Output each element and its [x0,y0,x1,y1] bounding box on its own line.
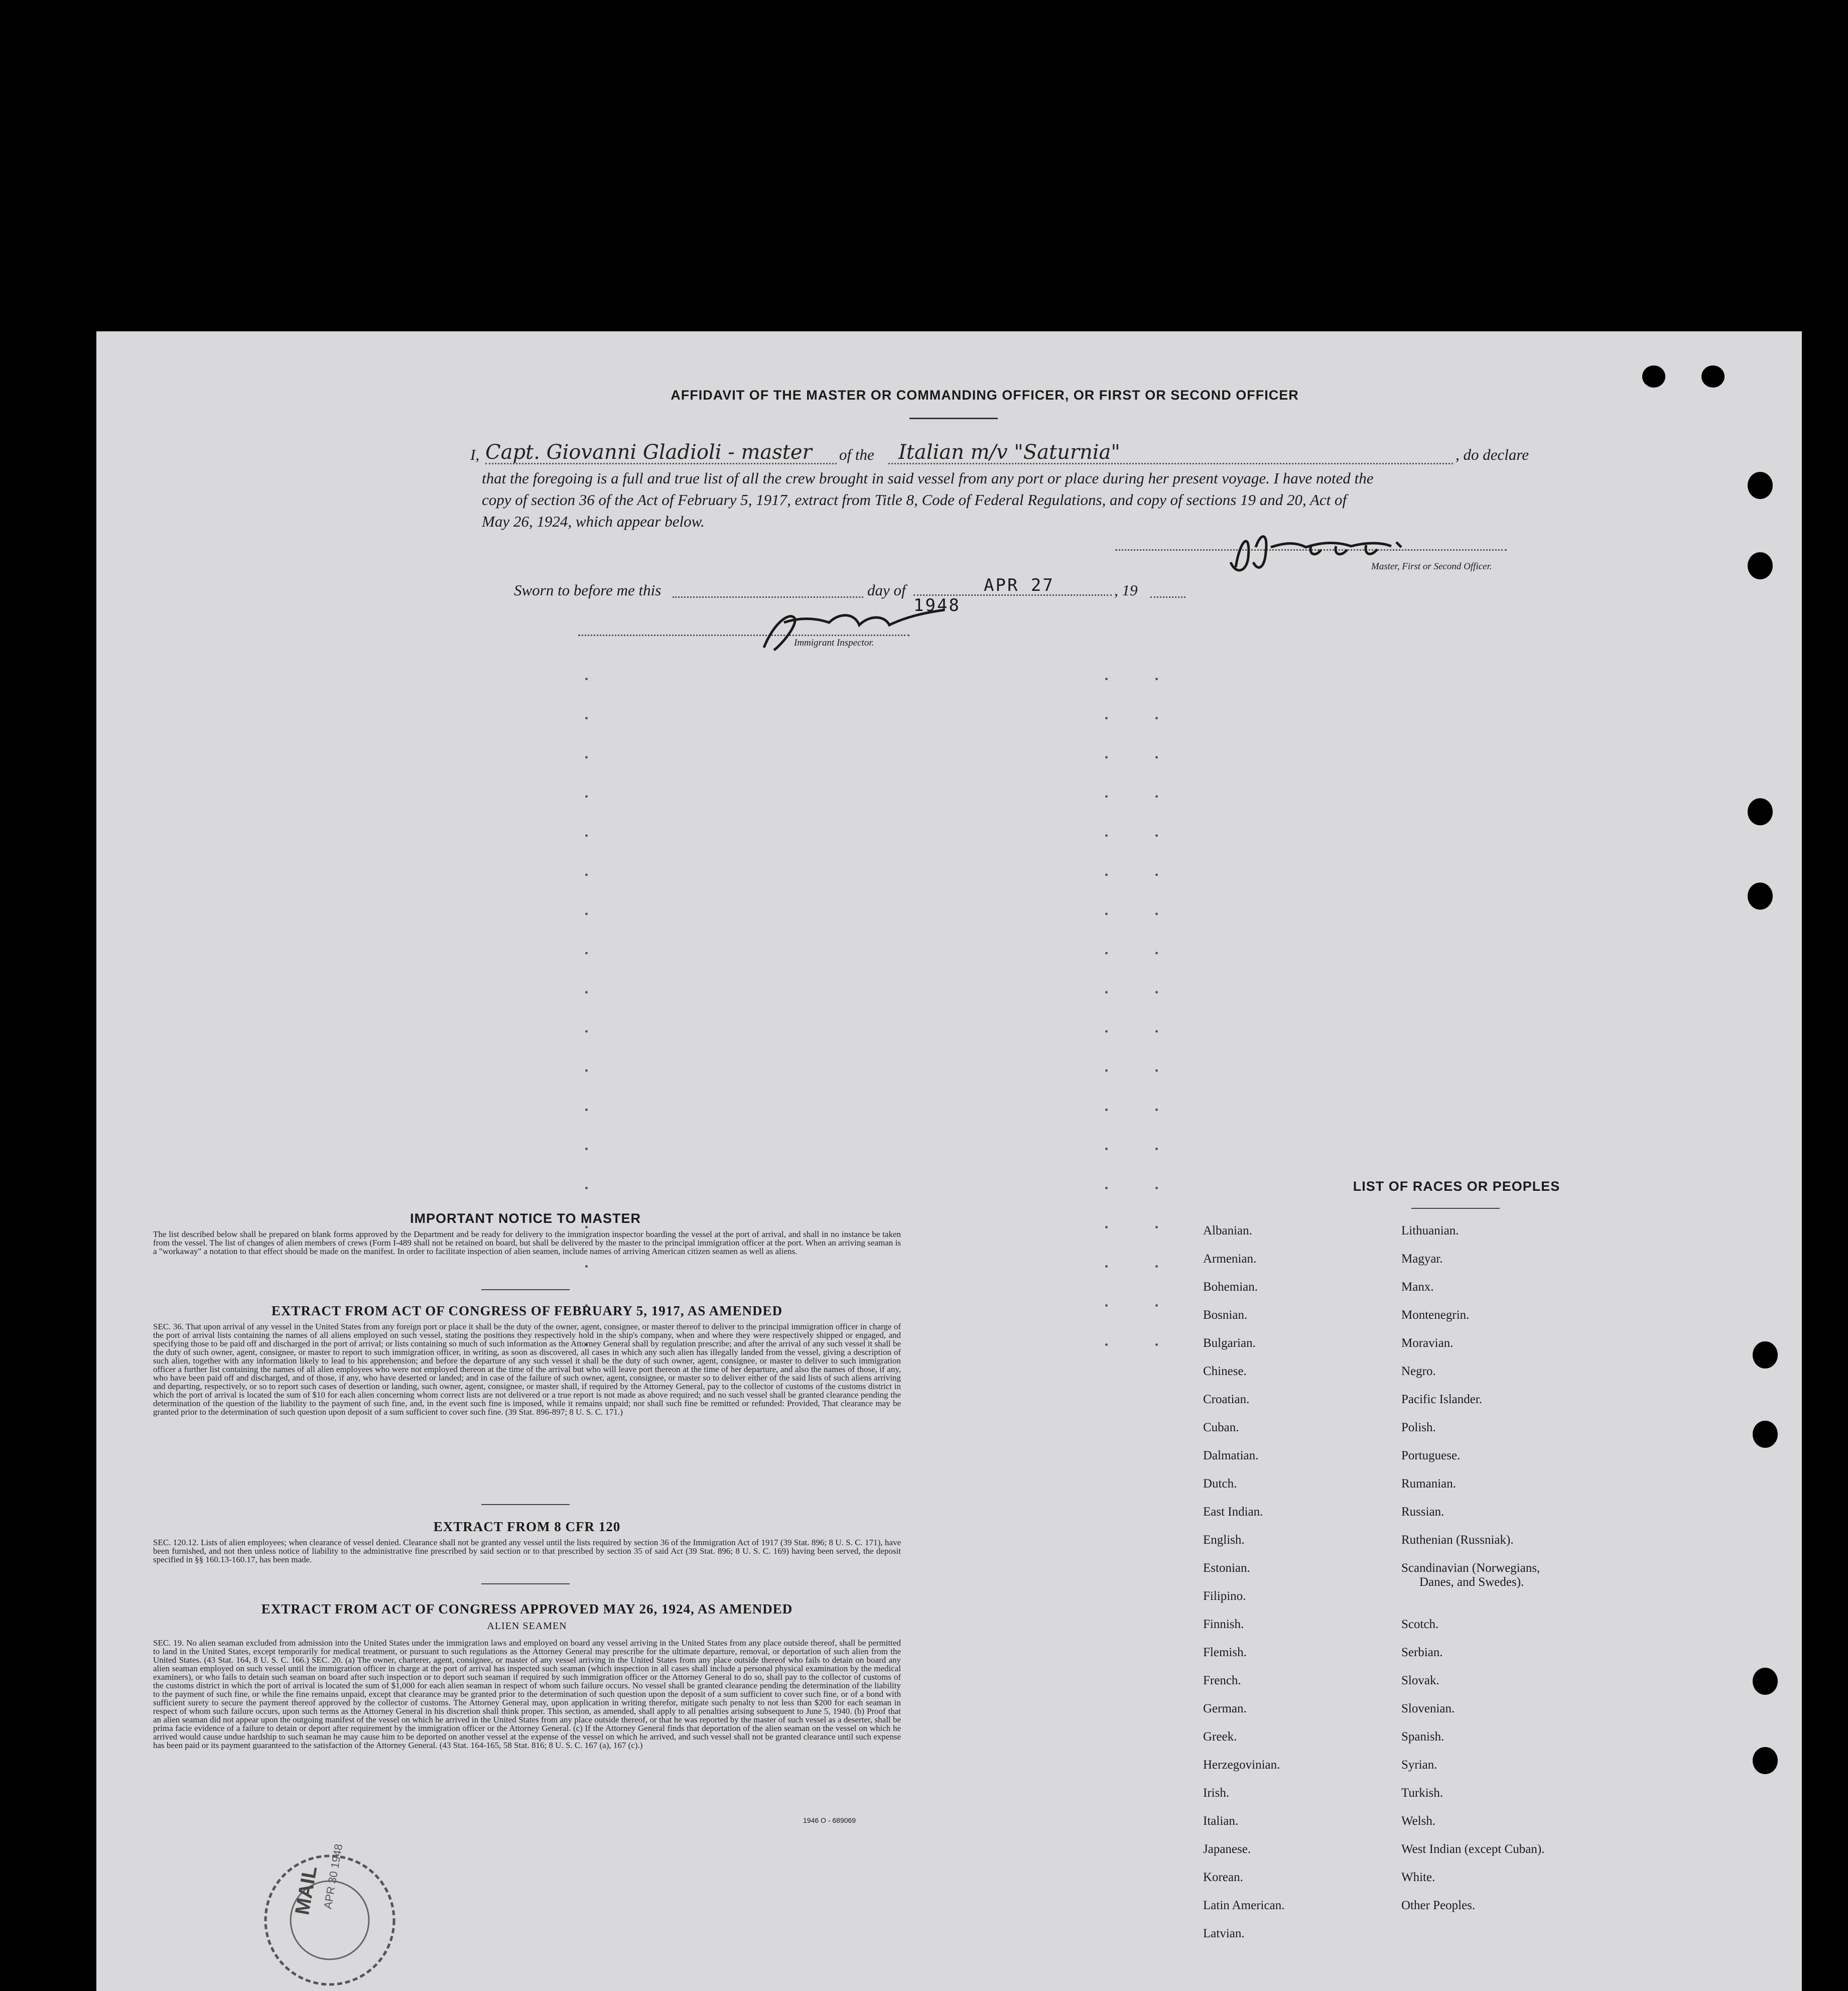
race-item: Scotch. [1401,1617,1439,1631]
race-item: Italian. [1203,1814,1239,1828]
ruling-dot [1155,756,1158,759]
race-item: Bohemian. [1203,1280,1258,1294]
race-item: Herzegovinian. [1203,1758,1280,1772]
ruling-dot [585,1187,588,1189]
sworn-prefix: Sworn to before me this [514,581,662,599]
ruling-dot [585,1265,588,1268]
ruling-dot [1155,1108,1158,1111]
ruling-dot [585,913,588,915]
race-item: French. [1203,1674,1241,1687]
extract-cfr-text: SEC. 120.12. Lists of alien employees; when clearance of vessel denied. Clearance shall not be granted any vessel until the lists required by section 36 of the Immigration Act of 1917 (39 Stat. 896; 8 U. S. C. 171), have been furnished, and not then unless notice of liability to the administrative fine prescribed by said section or to that prescribed by section 35 of said Act (39 Stat. 896; 8 U. S. C. 169) having been served, the deposit specified in §§ 160.13-160.17, has been made. [153,1538,901,1564]
race-item: Polish. [1401,1421,1436,1434]
race-item: Serbian. [1401,1646,1443,1659]
ruling-dot [1105,991,1108,993]
race-item: Montenegrin. [1401,1308,1470,1322]
race-item: Dalmatian. [1203,1449,1259,1462]
ruling-dot [1155,1069,1158,1072]
ruling-dot [1105,874,1108,876]
ruling-dot [1105,756,1108,759]
ruling-dot [1105,1304,1108,1307]
ruling-dot [1155,834,1158,837]
race-item: Bulgarian. [1203,1336,1256,1350]
ruling-dot [585,1108,588,1111]
ruling-dot [1105,1030,1108,1033]
punch-hole [1753,1668,1778,1695]
extract-cfr-rule [481,1583,570,1584]
ruling-dot [1155,1265,1158,1268]
race-item: Latvian. [1203,1927,1245,1940]
sworn-day-label: day of [867,581,906,599]
notice-rule [481,1289,570,1290]
ruling-dot [585,991,588,993]
punch-hole [1642,365,1665,388]
ruling-dot [1105,952,1108,954]
ruling-dot [585,1069,588,1072]
ruling-dot [585,834,588,837]
race-item: West Indian (except Cuban). [1401,1842,1545,1856]
ruling-dot [1155,717,1158,719]
punch-hole [1748,472,1773,499]
race-item: Other Peoples. [1401,1899,1476,1912]
ruling-dot [1105,1226,1108,1228]
race-item: Greek. [1203,1730,1237,1744]
race-item: Korean. [1203,1871,1243,1884]
race-item: Dutch. [1203,1477,1237,1490]
ruling-dot [585,795,588,798]
extract-1917-rule [481,1504,570,1505]
notice-text: The list described below shall be prepared on blank forms approved by the Department and be ready for delivery to the immigration inspector boarding the vessel at the port of arrival, and shall in no instance be taken from the vessel. The list of changes of alien members of crews (Form I-489 shall not be retained on board, but shall be delivered by the master to the principal immigration officer at the port. When an arriving seaman is a "workaway" a notation to that effect should be made on the manifest. In order to facilitate inspection of alien seamen, include names of arriving American citizen seamen as well as aliens. [153,1229,901,1256]
race-item: Turkish. [1401,1786,1443,1800]
master-name-blank [485,441,837,464]
extract-cfr-heading: EXTRACT FROM 8 CFR 120 [433,1519,621,1534]
ruling-dot [1105,913,1108,915]
race-item: Irish. [1203,1786,1230,1800]
ruling-dot [1155,1187,1158,1189]
affidavit-line-4: May 26, 1924, which appear below. [482,513,705,530]
race-item: Croatian. [1203,1393,1250,1406]
ruling-dot [1105,1265,1108,1268]
master-name: Capt. Giovanni Gladioli - master [485,441,812,464]
race-item: Lithuanian. [1401,1224,1459,1237]
race-item: Bosnian. [1203,1308,1248,1322]
punch-hole [1748,798,1773,825]
inspector-signature [754,602,965,658]
affidavit-prefix: I, [470,446,480,463]
ruling-dot [1155,678,1158,680]
punch-hole [1701,365,1725,388]
race-item: Pacific Islander. [1401,1393,1483,1406]
master-signature [1221,527,1431,582]
race-item: German. [1203,1702,1247,1715]
race-item: Rumanian. [1401,1477,1457,1490]
ruling-dot [1105,678,1108,680]
punch-hole [1748,883,1773,910]
ruling-dot [1105,795,1108,798]
races-rule [1411,1208,1500,1209]
ruling-dot [1155,1148,1158,1150]
race-item: East Indian. [1203,1505,1263,1519]
extract-1917-text: SEC. 36. That upon arrival of any vessel in the United States from any foreign port or place it shall be the duty of the owner, agent, consignee, or master thereof to deliver to the principal immigration officer in charge of the port of arrival lists containing the names of all aliens employed on such vessel, stating the positions they respectively hold in the ship's company, when and where they were respectively shipped or engaged, and specifying those to be paid off and discharged in the port of arrival; or lists containing so much of such information as the Attorney General shall by regulation prescribe; and after the arrival of any such vessel it shall be the duty of such owner, agent, consignee, or master to report to such immigration officer, in writing, as soon as discovered, all cases in which any such alien has illegally landed from the vessel, giving a description of such alien, together with any information likely to lead to his apprehension; and before the departure of any such vessel it shall be the duty of such owner, agent, consignee, or master to deliver to such immigration officer a further list containing the names of all alien employees who were not employed thereon at the time of the arrival but who will leave port thereon at the time of her departure, and also the names of those, if any, who have been paid off and discharged, and of those, if any, who have deserted or landed; and in case of the failure of such owner, agent, consignee, or master so to deliver either of the said lists of such aliens arriving and departing, respectively, or so to report such cases of desertion or landing, such owner, agent, consignee, or master shall, if required by the Attorney General, pay to the collector of customs of the customs district in which the port of arrival is located the sum of $10 for each alien concerning whom correct lists are not delivered or a true report is not made as above required; and no such vessel shall be granted clearance pending the determination of the question of the liability to the payment of such fine, and, in the event such fine is imposed, while it remains unpaid; nor shall such fine be remitted or refunded: Provided, That clearance may be granted prior to the determination of such question upon deposit of a sum sufficient to cover such fine. (39 Stat. 896-897; 8 U. S. C. 171.) [153,1322,901,1417]
ruling-dot [1105,1187,1108,1189]
ruling-dot [1155,795,1158,798]
ruling-dot [1155,874,1158,876]
vessel-name: Italian m/v "Saturnia" [898,441,1120,464]
race-item: Flemish. [1203,1646,1247,1659]
race-item: Ruthenian (Russniak). [1401,1533,1514,1547]
race-item: Danes, and Swedes). [1419,1575,1524,1589]
affidavit-declare: , do declare [1456,446,1529,463]
ruling-dot [1155,1030,1158,1033]
ruling-dot [1105,1343,1108,1346]
sworn-day-blank [673,594,863,598]
race-item: English. [1203,1533,1245,1547]
ruling-dot [1105,717,1108,719]
race-item: Manx. [1401,1280,1434,1294]
ruling-dot [585,952,588,954]
affidavit-line-3: copy of section 36 of the Act of February 5, 1917, extract from Title 8, Code of Federal Regulations, and copy of sections 19 and 20, Act of [482,491,1347,509]
ruling-dot [1105,1108,1108,1111]
punch-hole [1753,1747,1778,1774]
races-heading: LIST OF RACES OR PEOPLES [1353,1179,1560,1194]
sworn-date-blank [913,575,1112,615]
race-item: Estonian. [1203,1561,1250,1575]
mail-stamp-date: APR 30 1948 [321,1843,345,1910]
race-item: Russian. [1401,1505,1444,1519]
ruling-dot [1155,913,1158,915]
vessel-name-blank [888,441,1453,464]
race-item: Magyar. [1401,1252,1443,1266]
race-item: Chinese. [1203,1364,1247,1378]
extract-1917-heading: EXTRACT FROM ACT OF CONGRESS OF FEBRUARY 5, 1917, AS AMENDED [271,1303,783,1318]
sworn-date-stamp: APR 27 1948 [913,575,1054,615]
ruling-dot [1105,834,1108,837]
ruling-dot [585,874,588,876]
ruling-dot [1155,952,1158,954]
ruling-dot [585,678,588,680]
race-item: Filipino. [1203,1589,1246,1603]
ruling-dot [1155,1343,1158,1346]
race-item: Negro. [1401,1364,1436,1378]
ruling-dot [1155,991,1158,993]
race-item: Syrian. [1401,1758,1437,1772]
ruling-dot [1105,1148,1108,1150]
ruling-dot [585,1030,588,1033]
race-item: Spanish. [1401,1730,1444,1744]
mail-stamp-label: MAIL [291,1864,322,1917]
race-item: Moravian. [1401,1336,1454,1350]
sworn-year-prefix: , 19 [1114,581,1138,599]
race-item: Finnish. [1203,1617,1244,1631]
punch-hole [1753,1341,1778,1368]
extract-1924-subheading: ALIEN SEAMEN [487,1621,567,1632]
race-item: Armenian. [1203,1252,1257,1266]
ruling-dot [1155,1304,1158,1307]
race-item: Portuguese. [1401,1449,1461,1462]
extract-1924-text: SEC. 19. No alien seaman excluded from admission into the United States under the immigration laws and employed on board any vessel arriving in the United States from any place outside thereof, shall be permitted to land in the United States, except temporarily for medical treatment, or pursuant to such regulations as the Attorney General may prescribe for the ultimate departure, removal, or deportation of such alien from the United States. (43 Stat. 164, 8 U. S. C. 166.) SEC. 20. (a) The owner, charterer, agent, consignee, or master of any vessel arriving in the United States from any place outside thereof who fails to detain on board any alien seaman employed on such vessel until the immigration officer in charge at the port of arrival has inspected such seaman (which inspection in all cases shall include a personal physical examination by the medical examiners), or who fails to detain such seaman on board after such inspection or to deport such seaman if required by such immigration officer or the Attorney General to do so, shall pay to the collector of customs of the customs district in which the port of arrival is located the sum of $1,000 for each alien seaman in respect of whom such failure occurs. No vessel shall be granted clearance pending the determination of the liability to the payment of such fine, or while the fine remains unpaid, except that clearance may be granted prior to the determination of such question upon the deposit of a sum sufficient to cover such fine, or of a bond with sufficient surety to secure the payment thereof approved by the collector of customs. The Attorney General may, upon application in writing therefor, mitigate such penalty to not less than $200 for each seaman in respect of whom such failure occurs, upon such terms as the Attorney General in his discretion shall think proper. This section, as amended, shall apply to all penalties arising subsequent to June 5, 1940. (b) Proof that an alien seaman did not appear upon the outgoing manifest of the vessel on which he arrived in the United States from any place outside thereof, or that he was reported by the master of such vessel as a deserter, shall be prima facie evidence of a failure to detain or deport after requirement by the immigration officer or the Attorney General. (c) If the Attorney General finds that deportation of the alien seaman on the vessel on which he arrived would cause undue hardship to such seaman he may cause him to be deported on another vessel at the expense of the vessel on which he arrived, and such vessel shall not be granted clearance until such expense has been paid or its payment guaranteed to the satisfaction of the Attorney General. (43 Stat. 164-165, 58 Stat. 816; 8 U. S. C. 167 (a), 167 (c).) [153,1638,901,1750]
inspector-caption: Immigrant Inspector. [794,638,874,648]
race-item: Welsh. [1401,1814,1436,1828]
title-rule [909,418,998,419]
ruling-dot [585,717,588,719]
extract-1924-heading: EXTRACT FROM ACT OF CONGRESS APPROVED MAY 26, 1924, AS AMENDED [261,1601,793,1616]
notice-heading: IMPORTANT NOTICE TO MASTER [410,1211,641,1226]
form-page [96,331,1802,1991]
race-item: Latin American. [1203,1899,1285,1912]
punch-hole [1753,1421,1778,1448]
race-item: Slovak. [1401,1674,1439,1687]
race-item: Cuban. [1203,1421,1239,1434]
race-item: Japanese. [1203,1842,1251,1856]
race-item: White. [1401,1871,1435,1884]
ruling-dot [585,1148,588,1150]
ruling-dot [1155,1226,1158,1228]
affidavit-title: AFFIDAVIT OF THE MASTER OR COMMANDING OFFICER, OR FIRST OR SECOND OFFICER [671,388,1299,403]
master-signature-caption: Master, First or Second Officer. [1371,561,1492,572]
sworn-year-blank [1150,594,1185,598]
affidavit-of-the: of the [839,446,874,463]
race-item: Scandinavian (Norwegians, [1401,1561,1540,1575]
affidavit-line-2: that the foregoing is a full and true list of all the crew brought in said vessel from any port or place during her present voyage. I have noted the [482,469,1374,487]
ruling-dot [1105,1069,1108,1072]
punch-hole [1748,552,1773,579]
race-item: Albanian. [1203,1224,1252,1237]
race-item: Slovenian. [1401,1702,1455,1715]
print-code: 1946 O - 689069 [803,1816,856,1824]
ruling-dot [585,756,588,759]
